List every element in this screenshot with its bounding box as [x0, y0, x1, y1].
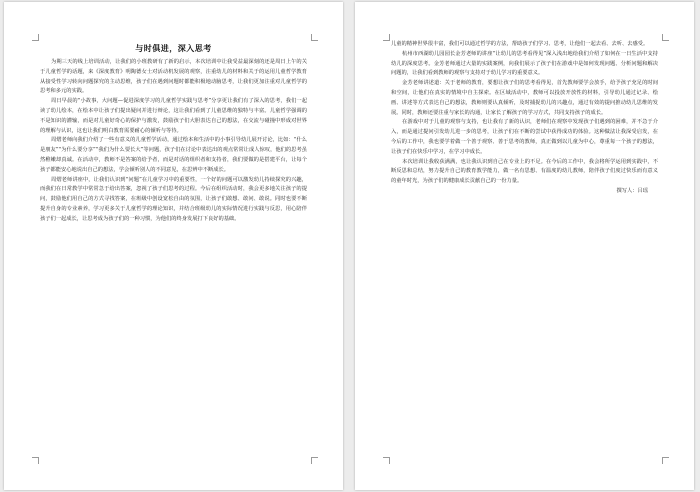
- margin-corner-mark: [662, 34, 669, 41]
- document-page-2: [355, 2, 694, 490]
- margin-corner-mark: [383, 457, 390, 464]
- paragraph: 为期三天的线上培训活动，让我们的小班教研有了新的启示，本次培训中让我受益最深刻的还是周日上午的关于儿童哲学的话题，来《深度教育》明陶德女士对活动机发展的观察，注重幼儿的材料和关于的运用儿童哲学教育从接受性学习转向问题探究的主动思维，孩子们在遇到问题时都能积极地动脑思考，让我们更加注重对儿童哲学的思考和多元的实践。: [40, 59, 307, 95]
- paragraph: 周熠老师讲座中，让我们认识到“问题”在儿童学习中的重要性，一个好的问题可以激发幼儿持续探究的兴趣，而我们在日常教学中常常急于给出答案，忽视了孩子们思考的过程。今后在组织活动时，我会更多地关注孩子的提问，鼓励他们用自己的方式寻找答案，在班级中创设宽松自由的氛围，让孩子们敢想、敢问、敢说。同时也要不断提升自身的专业素养，学习更多关于儿童哲学的理论知识，并结合班级幼儿的实际情况进行实践与反思，用心陪伴孩子们一起成长，让思考成为孩子们的一种习惯，为他们的终身发展打下良好的基础。: [40, 176, 307, 222]
- paragraph: 本次培训让我收获满满，也让我认识到自己在专业上的不足。在今后的工作中，我会将所学运用到实践中，不断反思和总结，努力提升自己的教育教学能力，做一名有思想、有温度的幼儿教师，陪伴孩子们度过快乐而有意义的童年时光，为孩子们的健康成长贡献自己的一份力量。: [391, 158, 658, 185]
- page-content: [391, 40, 658, 197]
- margin-corner-mark: [32, 34, 39, 41]
- document-page-1: [4, 2, 343, 490]
- paragraph: 杭州市西湖幼儿园园长金芳老师的讲座“让幼儿的思考看得见”深入浅出地给我们介绍了如何在一日生活中支持幼儿的深度思考。金芳老师通过大量的实践案例，向我们展示了孩子们在游戏中是如何发现问题、分析问题和解决问题的，让我们看到教师的观察与支持对于幼儿学习的重要意义。: [391, 50, 658, 77]
- paragraph: 金芳老师讲述道：关于老师的教育，要想让孩子们的思考看得见，首先教师要学会放手，给予孩子充足的时间和空间，让他们在真实的情境中自主探索。在区域活动中，教师可以投放开放性的材料，引导幼儿通过记录、绘画、讲述等方式表达自己的想法，教师则要认真倾听，及时捕捉幼儿的兴趣点，通过有效的提问推动幼儿思维的发展。同时，教师还要注重与家长的沟通，让家长了解孩子的学习方式，共同支持孩子的成长。: [391, 80, 658, 116]
- page-content: [40, 39, 307, 225]
- margin-corner-mark: [662, 457, 669, 464]
- document-title: 与时俱进，深入思考: [135, 44, 212, 53]
- author-signature: 撰写人：吕瑶: [616, 187, 648, 194]
- margin-corner-mark: [383, 34, 390, 41]
- paragraph: 周日早晨的“小故事，大问题—促进深度学习的儿童哲学实践与思考”分享更让我们有了深入的思考，我们一起读了幼儿绘本，在绘本中让孩子们提出疑问并进行辩论，这让我们看到了儿童思维的独特与丰富。儿童哲学强调的不是知识的灌输，而是对儿童好奇心的保护与激发，鼓励孩子们大胆表达自己的想法，在交流与碰撞中形成对世界的理解与认识，这也让我们明白教育需要耐心的倾听与等待。: [40, 98, 307, 134]
- margin-corner-mark: [32, 457, 39, 464]
- paragraph: 儿童的精神世界很丰富，我们可以通过哲学的方法，帮助孩子们学习、思考，让他们一起去看、去听、去感受。: [391, 41, 649, 47]
- paragraph: 周熠老师向我们介绍了一些有意义的儿童哲学活动，通过绘本和生活中的小事引导幼儿展开讨论，比如：“什么是朋友”“为什么要分享”“我们为什么要长大”等问题，孩子们在讨论中表达出的观点常常让成人惊叹，他们的思考虽然稚嫩却真诚。在活动中，教师不是答案的给予者，而是对话的组织者和支持者，我们要做的是搭建平台，让每个孩子都能安心地说出自己的想法，学会倾听别人的不同意见，在思辨中不断成长。: [40, 137, 307, 173]
- margin-corner-mark: [311, 457, 318, 464]
- margin-corner-mark: [311, 34, 318, 41]
- paragraph: 在游戏中对于儿童的观察与支持，也让我有了新的认识，老师们在观察中发现孩子们遇到的困难，并不急于介入，而是通过提问引发幼儿进一步的思考，让孩子们在不断的尝试中获得成功的体验。这种做法让我深受启发，在今后的工作中，我也要学着做一个善于观察、善于思考的教师，真正做到以儿童为中心，尊重每一个孩子的想法，让孩子们在快乐中学习，在学习中成长。: [391, 119, 658, 155]
